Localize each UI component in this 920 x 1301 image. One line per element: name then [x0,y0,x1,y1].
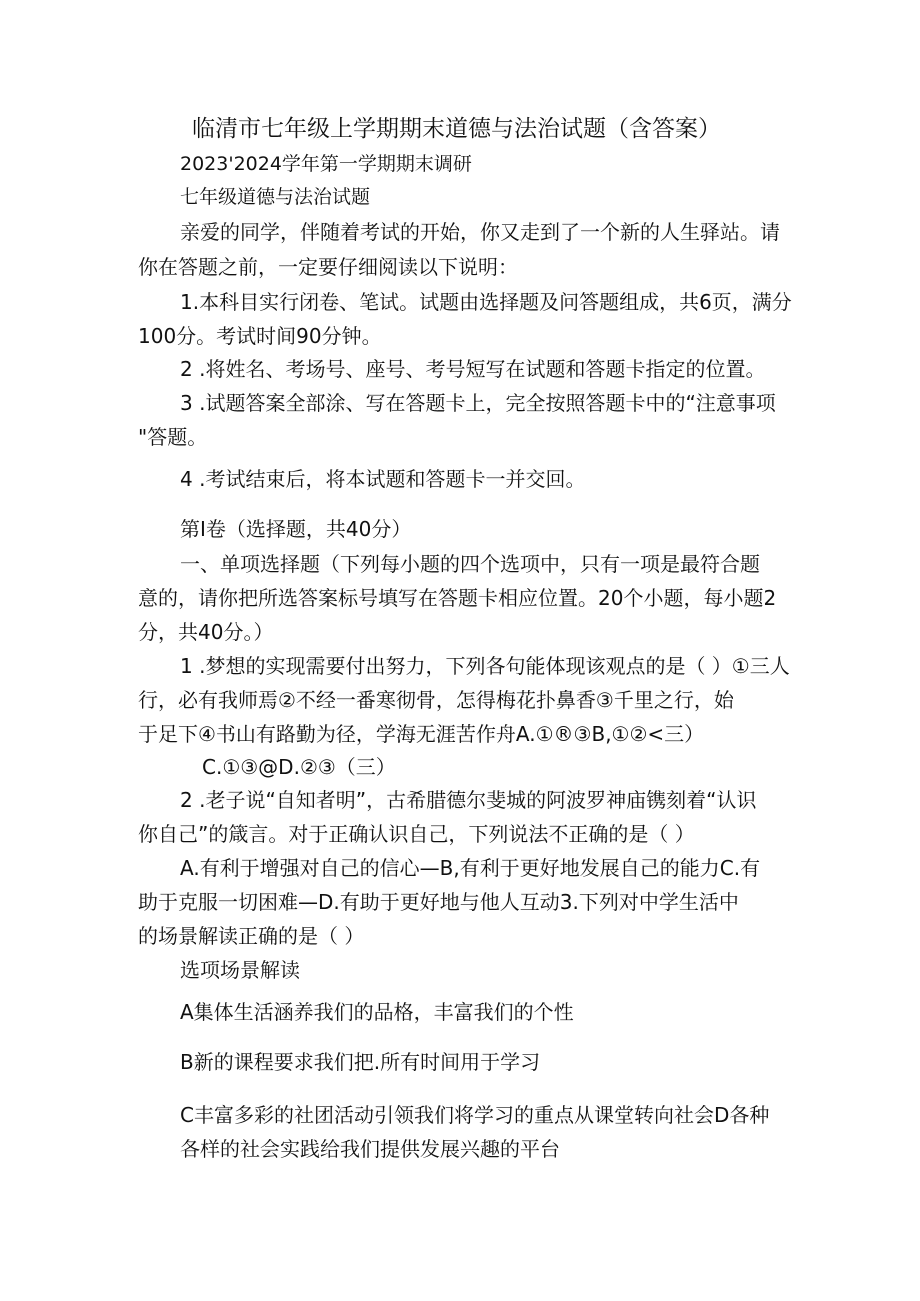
subject-line: 七年级道德与法治试题 [180,186,371,208]
section-instruction: 分，共40分。） [138,620,274,644]
question-3-option-a: A集体生活涵养我们的品格，丰富我们的个性 [180,1000,574,1024]
question-3-option-d: 各样的社会实践给我们提供发展兴趣的平台 [180,1137,560,1161]
question-2-line: 2 .老子说“自知者明”，古希腊德尔斐城的阿波罗神庙镌刻着“认识 [180,788,757,812]
part-heading: 第I卷（选择题，共40分） [180,517,412,541]
intro-line: 亲爱的同学，伴随着考试的开始，你又走到了一个新的人生驿站。请 [180,220,780,244]
instruction-3-cont: "答题。 [138,425,208,449]
school-year-line: 2023'2024学年第一学期期末调研 [180,153,472,175]
instruction-4: 4 .考试结束后，将本试题和答题卡一并交回。 [180,467,586,491]
document-title: 临清市七年级上学期期末道德与法治试题（含答案） [192,116,721,142]
question-3-option-b: B新的课程要求我们把.所有时间用于学习 [180,1050,541,1074]
question-1-line: 1 .梦想的实现需要付出努力，下列各句能体现该观点的是（ ）①三人 [180,654,790,678]
section-instruction: 一、单项选择题（下列每小题的四个选项中，只有一项是最符合题 [180,552,760,576]
question-3-option-c: C丰富多彩的社团活动引领我们将学习的重点从课堂转向社会D各种 [180,1103,770,1127]
question-2-line: 你自己”的箴言。对于正确认识自己，下列说法不正确的是（ ） [138,822,695,846]
instruction-1: 1.本科目实行闭卷、笔试。试题由选择题及问答题组成，共6页，满分 [180,290,792,314]
intro-line: 你在答题之前，一定要仔细阅读以下说明： [138,255,518,279]
question-3-stem: 的场景解读正确的是（ ） [138,924,365,948]
instruction-1-cont: 100分。考试时间90分钟。 [138,324,382,348]
question-1-options: C.①③@D.②③（三） [202,755,396,779]
section-instruction: 意的，请你把所选答案标号填写在答题卡相应位置。20个小题，每小题2 [138,586,777,610]
question-1-line: 行，必有我师焉②不经一番寒彻骨，怎得梅花扑鼻香③千里之行，始 [138,688,734,712]
question-1-line: 于足下④书山有路勤为径，学海无涯苦作舟A.①®③B,①②<三） [138,722,705,746]
question-3-table-header: 选项场景解读 [180,958,300,982]
question-2-options: A.有利于增强对自己的信心—B,有利于更好地发展自己的能力C.有 [180,856,761,880]
question-2-options: 助于克服一切困难—D.有助于更好地与他人互动3.下列对中学生活中 [138,890,739,914]
instruction-2: 2 .将姓名、考场号、座号、考号短写在试题和答题卡指定的位置。 [180,357,766,381]
instruction-3: 3 .试题答案全部涂、写在答题卡上，完全按照答题卡中的“注意事项 [180,391,776,415]
